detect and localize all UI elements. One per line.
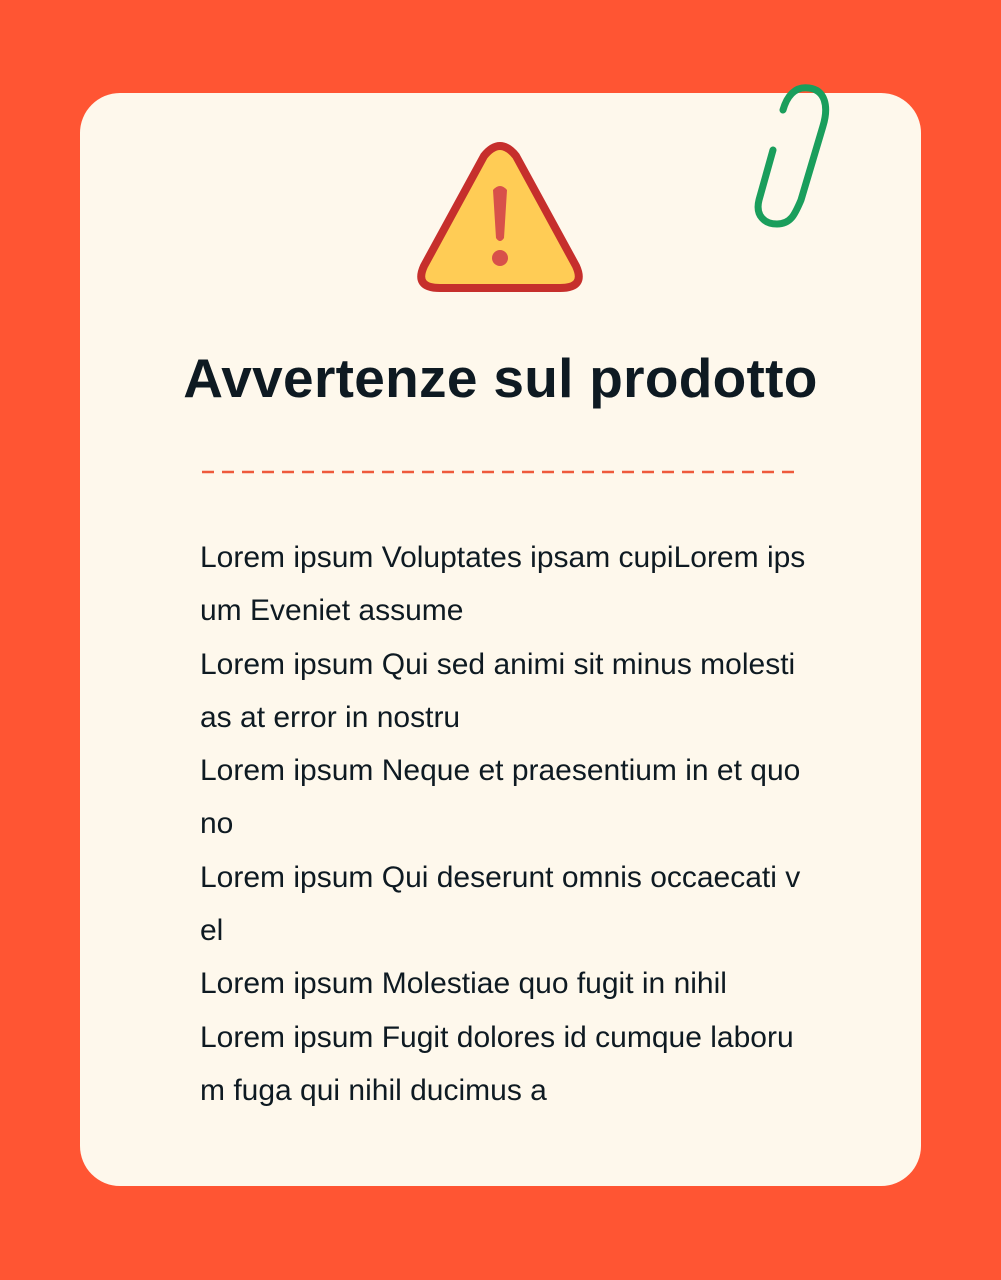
dashed-divider bbox=[200, 466, 800, 478]
paperclip-icon bbox=[745, 78, 835, 233]
warning-item: Lorem ipsum Neque et praesentium in et quo no bbox=[200, 754, 801, 841]
warning-item: Lorem ipsum Fugit dolores id cumque laborum fuga qui nihil ducimus a bbox=[200, 1020, 794, 1107]
warning-item: Lorem ipsum Qui sed animi sit minus molestias at error in nostru bbox=[200, 647, 796, 734]
warning-triangle-icon bbox=[414, 140, 586, 295]
warning-item: Lorem ipsum Molestiae quo fugit in nihil bbox=[200, 967, 727, 1001]
page-title: Avvertenze sul prodotto bbox=[183, 347, 818, 409]
warning-item: Lorem ipsum Voluptates ipsam cupiLorem ipsum Eveniet assume bbox=[200, 541, 806, 628]
warning-list bbox=[200, 531, 810, 1117]
warning-item: Lorem ipsum Qui deserunt omnis occaecati vel bbox=[200, 860, 801, 948]
